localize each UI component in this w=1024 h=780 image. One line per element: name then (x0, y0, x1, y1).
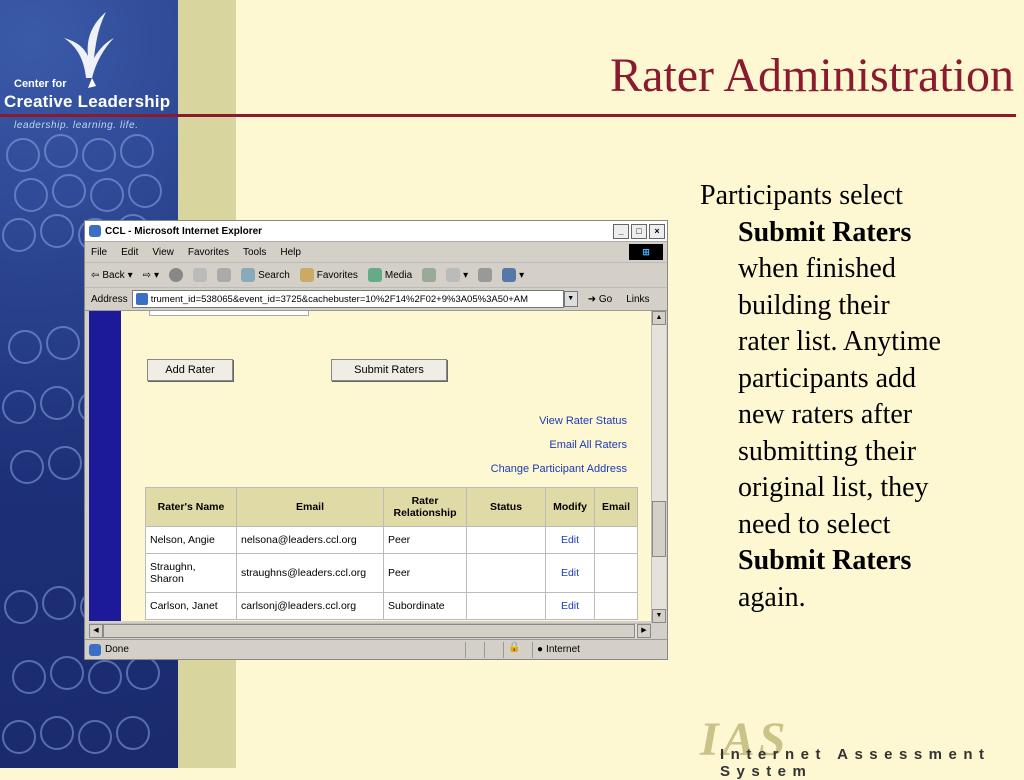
menu-help[interactable]: Help (280, 246, 301, 258)
bullet-line: original list, they (738, 472, 929, 503)
stop-button[interactable] (169, 268, 183, 282)
status-segment (465, 642, 484, 658)
menu-file[interactable]: File (91, 246, 108, 258)
bullet-line: rater list. Anytime (738, 326, 941, 357)
address-label: Address (91, 293, 128, 305)
history-button[interactable] (422, 268, 436, 282)
scroll-up-arrow-icon[interactable]: ▲ (652, 311, 666, 325)
pattern-circle (82, 138, 116, 172)
pattern-circle (52, 174, 86, 208)
table-header-row (146, 488, 638, 527)
header-email-action: Email (595, 488, 638, 527)
search-label: Search (258, 269, 290, 281)
rater-relationship: Peer (384, 554, 467, 593)
email-all-raters-link[interactable]: Email All Raters (549, 439, 627, 451)
partial-input (149, 311, 309, 316)
pattern-circle (6, 138, 40, 172)
header-email: Email (237, 488, 384, 527)
ccl-bird-logo-icon (56, 8, 116, 88)
pattern-circle (40, 386, 74, 420)
status-segment (484, 642, 503, 658)
address-bar (85, 288, 667, 311)
internet-zone-label: Internet (546, 644, 580, 655)
minimize-button[interactable]: _ (613, 224, 629, 239)
horizontal-scroll-thumb[interactable] (103, 624, 635, 638)
address-dropdown[interactable]: ▼ (564, 291, 578, 307)
go-label: Go (598, 293, 613, 305)
table-row (146, 593, 638, 620)
home-button[interactable] (217, 268, 231, 282)
header-status: Status (467, 488, 546, 527)
pattern-circle (128, 174, 162, 208)
rater-name: Nelson, Angie (146, 527, 237, 554)
bullet-text (700, 178, 1000, 616)
page-icon (136, 293, 148, 305)
rater-name: Carlson, Janet (146, 593, 237, 620)
forward-button[interactable] (143, 270, 159, 281)
search-button[interactable] (241, 268, 290, 282)
rater-table (145, 487, 638, 620)
pattern-circle (50, 656, 84, 690)
bullet-line: again. (738, 581, 806, 613)
bullet-line: when finished (738, 253, 896, 284)
page-done-icon (89, 644, 101, 656)
pattern-circle (120, 134, 154, 168)
mail-button[interactable] (446, 268, 468, 282)
browser-title: CCL - Microsoft Internet Explorer (105, 225, 263, 237)
close-button[interactable]: × (649, 224, 665, 239)
address-input[interactable] (132, 290, 564, 308)
logo-small-text: Center for (14, 78, 67, 90)
scroll-down-arrow-icon[interactable]: ▼ (652, 609, 666, 623)
rater-status (467, 593, 546, 620)
stop-icon (169, 268, 183, 282)
ias-footer-text: Internet Assessment System (720, 746, 991, 780)
table-row (146, 527, 638, 554)
dropdown-arrow-icon: ▾ (154, 269, 160, 281)
rater-status (467, 527, 546, 554)
ias-logo: IAS (700, 713, 790, 766)
menu-bar (85, 242, 667, 263)
media-icon (368, 268, 382, 282)
pattern-circle (8, 330, 42, 364)
pattern-circle (40, 716, 74, 750)
scroll-right-arrow-icon[interactable]: ▶ (637, 624, 651, 638)
bullet-line: Participants select (700, 180, 903, 211)
bullet-line: need to select (738, 508, 891, 540)
rater-relationship: Subordinate (384, 593, 467, 620)
pattern-circle (90, 178, 124, 212)
status-done: Done (105, 644, 129, 655)
word-icon (502, 268, 516, 282)
dropdown-arrow-icon: ▾ (463, 269, 469, 281)
bullet-line: Submit Raters (738, 545, 912, 576)
home-icon (217, 268, 231, 282)
rater-status (467, 554, 546, 593)
bullet-line: submitting their (738, 435, 917, 467)
rater-email: carlsonj@leaders.ccl.org (237, 593, 384, 620)
pattern-circle (78, 720, 112, 754)
favorites-label: Favorites (316, 269, 358, 281)
bullet-line: new raters after (738, 399, 913, 430)
address-value: trument_id=538065&event_id=3725&cachebuster=10%2F14%2F02+9%3A05%3A50+AM (150, 293, 529, 305)
table-row (146, 554, 638, 593)
links-button[interactable]: Links (626, 293, 650, 305)
change-participant-address-link[interactable]: Change Participant Address (490, 463, 627, 475)
horizontal-scrollbar[interactable] (89, 623, 651, 638)
header-relationship-line2: Relationship (393, 507, 457, 519)
menu-edit[interactable]: Edit (121, 246, 139, 258)
favorites-icon (300, 268, 314, 282)
forward-arrow-icon: ⇨ (142, 269, 152, 281)
page-content (89, 311, 651, 621)
pattern-circle (2, 390, 36, 424)
browser-toolbar (85, 263, 667, 288)
media-button[interactable] (368, 268, 412, 282)
print-button[interactable] (478, 268, 492, 282)
dropdown-arrow-icon: ▾ (519, 269, 525, 281)
pattern-circle (88, 660, 122, 694)
print-icon (478, 268, 492, 282)
go-arrow-icon: ➜ (587, 293, 597, 305)
pattern-circle (116, 716, 150, 750)
pattern-circle (12, 660, 46, 694)
bullet-line: building their (738, 289, 890, 321)
rater-email: nelsona@leaders.ccl.org (237, 527, 384, 554)
edit-link[interactable]: Edit (546, 527, 595, 554)
bullet-line: Submit Raters (738, 216, 912, 248)
vertical-scroll-thumb[interactable] (652, 501, 666, 557)
maximize-button[interactable]: □ (631, 224, 647, 239)
rater-name-line2: Sharon (150, 573, 184, 585)
browser-window (84, 220, 668, 660)
pattern-circle (126, 656, 160, 690)
pattern-circle (14, 178, 48, 212)
dropdown-arrow-icon: ▾ (127, 269, 133, 281)
pattern-circle (2, 218, 36, 252)
header-raters-name: Rater's Name (146, 488, 237, 527)
globe-icon: ● (537, 644, 544, 655)
header-modify: Modify (546, 488, 595, 527)
page-left-bar (89, 311, 121, 621)
pattern-circle (2, 720, 36, 754)
menu-view[interactable]: View (152, 246, 174, 258)
slide-title: Rater Administration (610, 49, 1014, 102)
rater-email-action (595, 527, 638, 554)
vertical-scrollbar[interactable] (651, 311, 666, 623)
refresh-button[interactable] (193, 268, 207, 282)
rater-email-action (595, 593, 638, 620)
title-divider (0, 114, 1016, 117)
submit-raters-button[interactable]: Submit Raters (331, 359, 447, 381)
windows-flag-icon: ⊞ (629, 244, 663, 260)
menu-tools[interactable]: Tools (242, 246, 267, 258)
refresh-icon (193, 268, 207, 282)
favorites-button[interactable] (300, 268, 358, 282)
pattern-circle (42, 586, 76, 620)
back-arrow-icon: ⇦ (91, 269, 100, 281)
pattern-circle (48, 446, 82, 480)
media-label: Media (384, 269, 413, 281)
ie-icon (89, 225, 101, 237)
pattern-circle (4, 590, 38, 624)
back-button[interactable] (91, 270, 133, 281)
rater-name (146, 554, 237, 593)
pattern-circle (46, 326, 80, 360)
rater-name-line1: Straughn, (150, 561, 196, 573)
rater-relationship: Peer (384, 527, 467, 554)
pattern-circle (44, 134, 78, 168)
view-rater-status-link[interactable]: View Rater Status (539, 415, 627, 427)
logo-tagline: leadership. learning. life. (14, 120, 139, 131)
word-button[interactable] (502, 268, 524, 282)
lock-icon: 🔒 (503, 642, 532, 658)
browser-titlebar (85, 221, 667, 242)
scroll-left-arrow-icon[interactable]: ◀ (89, 624, 103, 638)
mail-icon (446, 268, 460, 282)
rater-email-action (595, 554, 638, 593)
pattern-circle (10, 450, 44, 484)
status-bar (85, 639, 667, 659)
header-relationship-line1: Rater (411, 495, 439, 507)
edit-link[interactable]: Edit (546, 593, 595, 620)
history-icon (422, 268, 436, 282)
internet-zone (532, 642, 580, 658)
edit-link[interactable]: Edit (546, 554, 595, 593)
menu-favorites[interactable]: Favorites (187, 246, 229, 258)
pattern-circle (40, 214, 74, 248)
bullet-line: participants add (738, 362, 917, 394)
rater-email: straughns@leaders.ccl.org (237, 554, 384, 593)
header-relationship (384, 488, 467, 527)
search-icon (241, 268, 255, 282)
go-button[interactable] (588, 294, 613, 305)
back-label: Back (102, 269, 125, 281)
logo-name: Creative Leadership (4, 92, 171, 111)
add-rater-button[interactable]: Add Rater (147, 359, 233, 381)
